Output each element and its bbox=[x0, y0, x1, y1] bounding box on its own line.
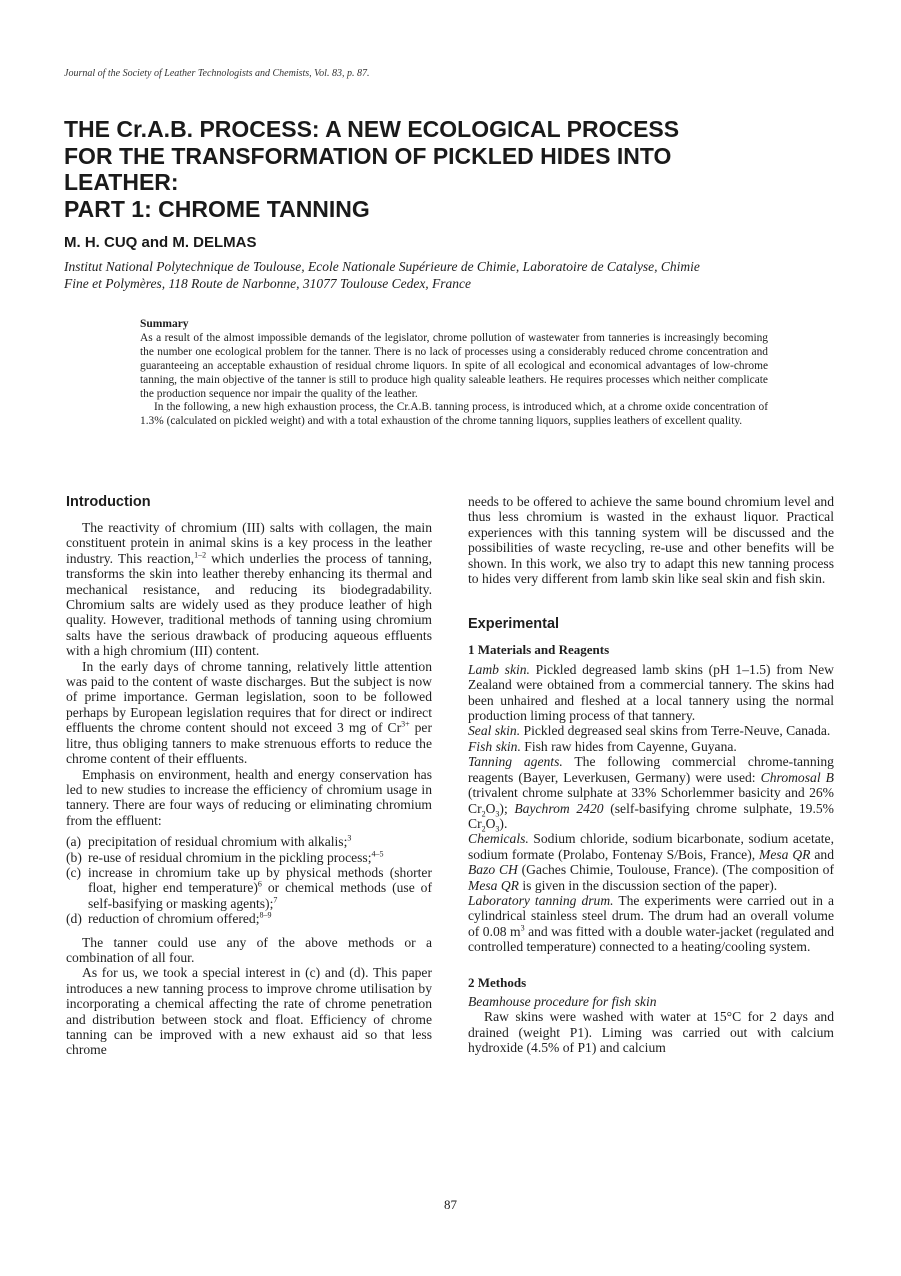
affiliation bbox=[64, 258, 844, 292]
run-in-label: Fish skin. bbox=[468, 738, 521, 754]
title-line: PART 1: CHROME TANNING bbox=[64, 195, 370, 222]
text-run: precipitation of residual chromium with alkalis; bbox=[88, 834, 348, 850]
left-column bbox=[66, 494, 432, 1058]
list-label: (c) bbox=[66, 864, 82, 880]
body-paragraph: Emphasis on environment, health and energy conservation has led to new studies to increase the efficiency of chromium usage in tannery. There are four ways of reducing or eliminating chromium from the effluent: bbox=[66, 766, 432, 828]
text-run: Pickled degreased lamb skins (pH 1–1.5) from New Zealand were obtained from a commercial tannery. The skins had been unhaired and fleshed at a local tannery using the normal production liming process of that tannery. bbox=[468, 661, 834, 724]
reference-marker: 7 bbox=[273, 895, 278, 905]
run-in-label: Laboratory tanning drum. bbox=[468, 892, 614, 908]
text-run: Sodium chloride, sodium bicarbonate, sodium acetate, sodium formate (Prolabo, Fontenay S/Bois, France), bbox=[468, 831, 834, 862]
text-run: ). bbox=[499, 815, 508, 831]
text-run: (Gaches Chimie, Toulouse, France). (The composition of bbox=[517, 862, 834, 878]
run-in-label: Chemicals. bbox=[468, 831, 529, 847]
text-run: Pickled degreased seal skins from Terre-Neuve, Canada. bbox=[520, 723, 831, 739]
list-label: (b) bbox=[66, 849, 82, 865]
subsection-heading: 2 Methods bbox=[468, 974, 527, 990]
list-text bbox=[88, 850, 432, 865]
summary-paragraph: In the following, a new high exhaustion process, the Cr.A.B. tanning process, is introduced which, at a chrome oxide concentration of 1.3% (calculated on pickled weight) and with a total exhaustion of the chrome tanning liquors, supplies leathers of excellent quality. bbox=[140, 401, 768, 428]
text-run: or chemical methods (use of self-basifying or masking agents); bbox=[88, 880, 432, 911]
journal-citation: Journal of the Society of Leather Technologists and Chemists, Vol. 83, p. 87. bbox=[64, 68, 370, 79]
body-paragraph: The tanner could use any of the above methods or a combination of all four. bbox=[66, 934, 432, 965]
superscript: 3+ bbox=[401, 719, 410, 729]
reference-marker: 8–9 bbox=[259, 910, 272, 920]
subscript: 2 bbox=[481, 809, 486, 819]
body-paragraph bbox=[468, 723, 834, 738]
text-run: reduction of chromium offered; bbox=[88, 911, 260, 927]
paper-title bbox=[64, 116, 844, 222]
body-paragraph bbox=[468, 754, 834, 834]
text-run: The reactivity of chromium (III) salts with collagen, the main constituent protein in animal skins is a key process in the leather industry. This reaction, bbox=[66, 520, 432, 566]
text-run: The following commercial chrome-tanning reagents (Bayer, Leverkusen, Germany) were used: bbox=[468, 754, 834, 785]
reference-marker: 6 bbox=[257, 879, 262, 889]
text-run: O bbox=[485, 800, 496, 816]
text-run: re-use of residual chromium in the pickling process; bbox=[88, 849, 372, 865]
run-in-label: Tanning agents. bbox=[468, 754, 563, 770]
text-run: (self-basifying chrome sulphate, 19.5% Cr bbox=[468, 800, 834, 831]
list-label: (a) bbox=[66, 834, 82, 850]
text-run: increase in chromium take up by physical methods (shorter float, higher end temperature) bbox=[88, 864, 432, 896]
body-paragraph bbox=[468, 831, 834, 893]
section-heading-introduction: Introduction bbox=[66, 494, 151, 510]
summary-heading: Summary bbox=[140, 318, 189, 330]
list-text bbox=[88, 911, 432, 926]
summary-paragraph: As a result of the almost impossible demands of the legislator, chrome pollution of wastewater from tanneries is increasingly becoming the number one ecological problem for the tanner. There is no lack of processes using a considerably reduced chrome concentration and guaranteeing an acceptable exhaustion of residual chrome liquors. In spite of all ecological and economical advantages of low-chrome tanning, the main objective of the tanner is still to produce high quality saleable leathers. He requires processes which neither complicate the production sequence nor impair the quality of the leather. bbox=[140, 331, 768, 400]
right-column bbox=[468, 494, 834, 1056]
text-run: ); bbox=[499, 800, 515, 816]
body-paragraph: As for us, we took a special interest in (c) and (d). This paper introduces a new tanning process to improve chrome utilisation by incorporating a chemical affecting the rate of chrome penetration and distribution between stock and float. Efficiency of chrome tanning can be improved with a new exhaust aid so that less chrome bbox=[66, 965, 432, 1058]
text-run: is given in the discussion section of the paper). bbox=[518, 877, 778, 893]
list-text bbox=[88, 834, 432, 849]
list-text bbox=[88, 865, 432, 911]
list-item bbox=[66, 834, 432, 849]
body-paragraph bbox=[468, 662, 834, 724]
subscript: 3 bbox=[495, 809, 500, 819]
title-line: LEATHER: bbox=[64, 169, 179, 195]
product-name: Chromosal B bbox=[760, 769, 834, 785]
page-number: 87 bbox=[444, 1197, 457, 1212]
affiliation-line: Fine et Polymères, 118 Route de Narbonne, 31077 Toulouse Cedex, France bbox=[64, 276, 472, 291]
product-name: Baychrom 2420 bbox=[514, 800, 604, 816]
affiliation-line: Institut National Polytechnique de Toulouse, Ecole Nationale Supérieure de Chimie, Laboratoire de Catalyse, Chimie bbox=[64, 259, 700, 274]
text-run: per litre, thus obliging tanners to make strenuous efforts to reduce the chrome content of their effluents. bbox=[66, 720, 432, 767]
body-paragraph bbox=[468, 739, 834, 754]
methods-list bbox=[66, 834, 432, 926]
run-in-label: Lamb skin. bbox=[468, 661, 530, 677]
list-item bbox=[66, 911, 432, 926]
text-run: and was fitted with a double water-jacket (regulated and controlled temperature) connected to a heating/cooling system. bbox=[468, 923, 834, 955]
reference-marker: 3 bbox=[347, 833, 352, 843]
reference-marker: 1–2 bbox=[194, 550, 207, 560]
superscript: 3 bbox=[520, 923, 525, 933]
subsection-heading: 1 Materials and Reagents bbox=[468, 642, 610, 658]
text-run: O bbox=[485, 815, 496, 831]
sub-subsection-heading: Beamhouse procedure for fish skin bbox=[468, 993, 657, 1009]
subscript: 3 bbox=[495, 824, 500, 834]
text-run: which underlies the process of tanning, transforms the skin into leather thereby enhancing its thermal and mechanical resistance, and reducing its biodegradability. Chromium salts are widely used as they produce leather of high quality. However, traditional methods of tanning using chromium salts have the serious drawback of producing aqueous effluents with a high chromium (III) content. bbox=[66, 550, 433, 659]
title-line: THE Cr.A.B. PROCESS: A NEW ECOLOGICAL PROCESS bbox=[64, 116, 680, 142]
product-name: Mesa QR bbox=[468, 877, 519, 893]
reference-marker: 4–5 bbox=[371, 849, 384, 858]
product-name: Bazo CH bbox=[468, 862, 518, 878]
body-paragraph: needs to be offered to achieve the same bound chromium level and thus less chromium is wasted in the exhaust liquor. Practical experiences with this tanning system will be discussed and the possibilities of waste recycling, re-use and other benefits will be shown. In this work, we also try to adapt this new tanning process to hides very different from lamb skin like seal skin and fish skin. bbox=[468, 494, 834, 587]
body-paragraph bbox=[66, 520, 432, 659]
title-line: FOR THE TRANSFORMATION OF PICKLED HIDES INTO bbox=[64, 142, 672, 169]
text-run: Fish raw hides from Cayenne, Guyana. bbox=[520, 738, 737, 754]
body-paragraph bbox=[468, 893, 834, 955]
text-run: (trivalent chrome sulphate at 33% Schorlemmer basicity and 26% Cr bbox=[468, 785, 834, 816]
list-label: (d) bbox=[66, 911, 82, 927]
body-paragraph: Raw skins were washed with water at 15°C for 2 days and drained (weight P1). Liming was carried out with calcium hydroxide (4.5% of P1) and calcium bbox=[468, 1009, 834, 1056]
text-run: The experiments were carried out in a cylindrical stainless steel drum. The drum had an overall volume of 0.08 m bbox=[468, 892, 835, 939]
summary-block bbox=[140, 318, 768, 429]
authors: M. H. CUQ and M. DELMAS bbox=[64, 234, 257, 251]
body-paragraph bbox=[66, 659, 432, 767]
subscript: 2 bbox=[481, 824, 486, 834]
text-run: and bbox=[810, 846, 835, 862]
text-run: In the early days of chrome tanning, relatively little attention was paid to the content of waste discharges. But the subject is now of prime importance. German legislation, soon to be followed perhaps by European legislation requires that for direct or indirect effluents the chrome content should not exceed 3 mg of Cr bbox=[66, 658, 432, 736]
list-item bbox=[66, 850, 432, 865]
run-in-label: Seal skin. bbox=[468, 723, 521, 739]
section-heading-experimental: Experimental bbox=[468, 616, 560, 633]
list-item bbox=[66, 865, 432, 911]
product-name: Mesa QR bbox=[759, 846, 811, 862]
